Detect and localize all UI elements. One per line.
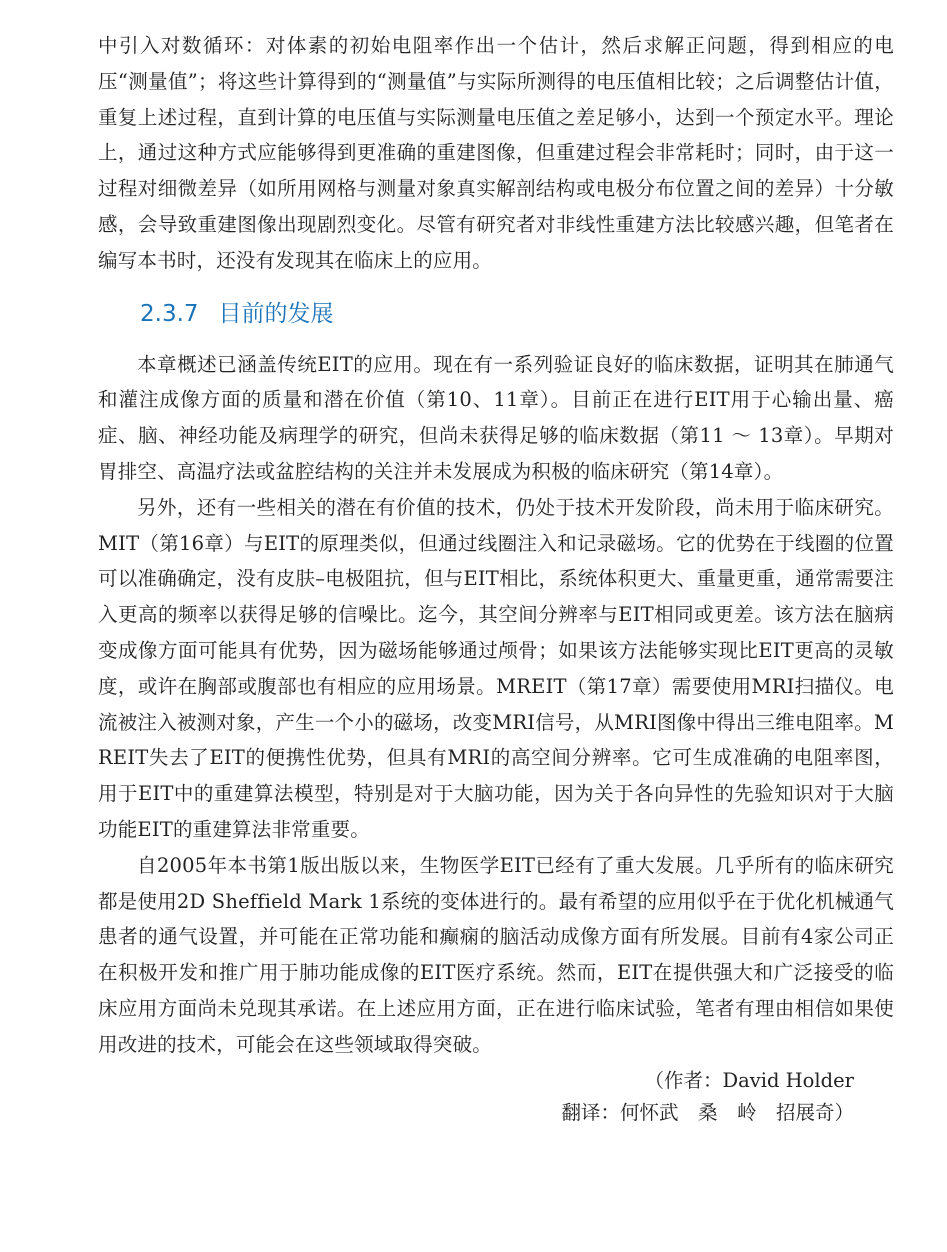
- translator-credit: 翻译：何怀武 桑 岭 招展奇）: [561, 1100, 854, 1124]
- paragraph-eit-applications: 本章概述已涵盖传统EIT的应用。现在有一系列验证良好的临床数据，证明其在肺通气和灌注成像方面的质量和潜在价值（第10、11章）。目前正在进行EIT用于心输出量、癌症、脑、神经功能及病理学的研究，但尚未获得足够的临床数据（第11 ～ 13章）。早期对胃排空、高温疗法或盆腔结构的关注并未发展成为积极的临床研究（第14章）。: [98, 352, 894, 483]
- credits-block: [98, 1065, 894, 1129]
- paragraph-related-techniques: 另外，还有一些相关的潜在有价值的技术，仍处于技术开发阶段，尚未用于临床研究。MIT（第16章）与EIT的原理类似，但通过线圈注入和记录磁场。它的优势在于线圈的位置可以准确确定，没有皮肤–电极阻抗，但与EIT相比，系统体积更大、重量更重，通常需要注入更高的频率以获得足够的信噪比。迄今，其空间分辨率与EIT相同或更差。该方法在脑病变成像方面可能具有优势，因为磁场能够通过颅骨；如果该方法能够实现比EIT更高的灵敏度，或许在胸部或腹部也有相应的应用场景。MREIT（第17章）需要使用MRI扫描仪。电流被注入被测对象，产生一个小的磁场，改变MRI信号，从MRI图像中得出三维电阻率。MREIT失去了EIT的便携性优势，但具有MRI的高空间分辨率。它可生成准确的电阻率图，用于EIT中的重建算法模型，特别是对于大脑功能，因为关于各向异性的先验知识对于大脑功能EIT的重建算法非常重要。: [98, 495, 894, 841]
- author-credit: （作者：David Holder: [644, 1068, 854, 1092]
- section-title: 目前的发展: [218, 300, 334, 327]
- section-heading: [140, 297, 894, 331]
- paragraph-nonlinear-reconstruction: 中引入对数循环：对体素的初始电阻率作出一个估计，然后求解正问题，得到相应的电压“测量值”；将这些计算得到的“测量值”与实际所测得的电压值相比较；之后调整估计值，重复上述过程，直到计算的电压值与实际测量电压值之差足够小，达到一个预定水平。理论上，通过这种方式应能够得到更准确的重建图像，但重建过程会非常耗时；同时，由于这一过程对细微差异（如所用网格与测量对象真实解剖结构或电极分布位置之间的差异）十分敏感，会导致重建图像出现剧烈变化。尽管有研究者对非线性重建方法比较感兴趣，但笔者在编写本书时，还没有发现其在临床上的应用。: [98, 34, 894, 272]
- document-page: [98, 28, 894, 1129]
- paragraph-development-summary: 自2005年本书第1版出版以来，生物医学EIT已经有了重大发展。几乎所有的临床研究都是使用2D Sheffield Mark 1系统的变体进行的。最有希望的应用似乎在于优化机械通气患者的通气设置，并可能在正常功能和癫痫的脑活动成像方面有所发展。目前有4家公司正在积极开发和推广用于肺功能成像的EIT医疗系统。然而，EIT在提供强大和广泛接受的临床应用方面尚未兑现其承诺。在上述应用方面，正在进行临床试验，笔者有理由相信如果使用改进的技术，可能会在这些领域取得突破。: [98, 853, 894, 1056]
- section-number: 2.3.7: [140, 300, 199, 327]
